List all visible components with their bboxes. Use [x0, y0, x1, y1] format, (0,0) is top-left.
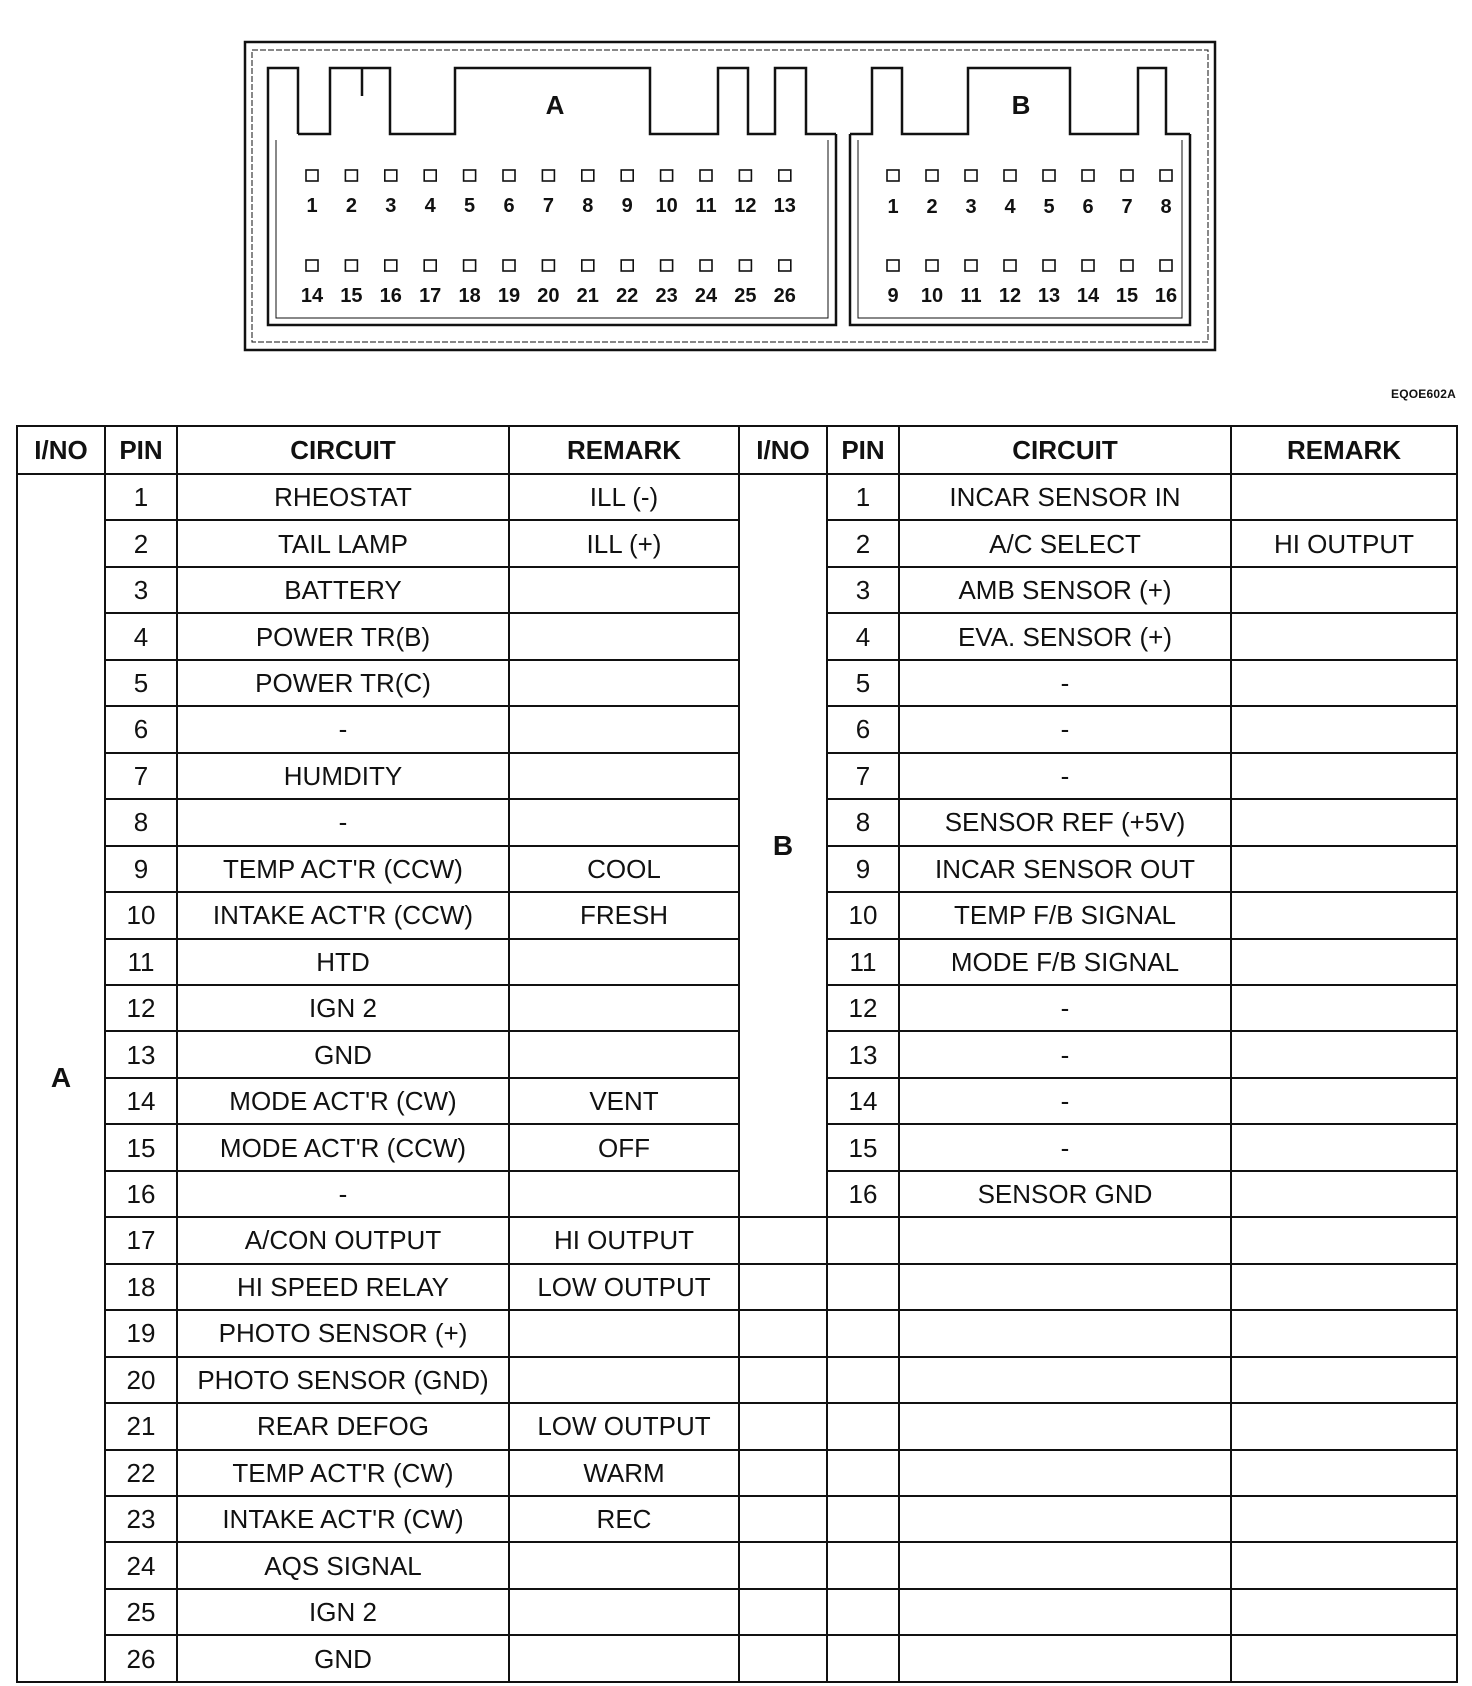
remark: FRESH: [509, 892, 739, 938]
pin-socket: [1082, 170, 1094, 181]
empty-cell: [827, 1403, 899, 1449]
connector-b-pin-number: 7: [1121, 196, 1133, 218]
pin-socket: [700, 170, 712, 181]
circuit-name: HTD: [177, 939, 509, 985]
pin-socket: [503, 260, 515, 271]
empty-cell: [1231, 1542, 1457, 1588]
circuit-name: AQS SIGNAL: [177, 1542, 509, 1588]
circuit-name: MODE ACT'R (CCW): [177, 1124, 509, 1170]
empty-cell: [1231, 1635, 1457, 1682]
pin-number: 3: [827, 567, 899, 613]
circuit-name: IGN 2: [177, 985, 509, 1031]
remark: [1231, 799, 1457, 845]
empty-cell: [899, 1635, 1231, 1682]
remark: [1231, 985, 1457, 1031]
table-row: [17, 613, 1457, 659]
remark: [1231, 613, 1457, 659]
table-row: [17, 1078, 1457, 1124]
circuit-name: TEMP F/B SIGNAL: [899, 892, 1231, 938]
connector-b-pin-number: 9: [887, 285, 899, 307]
pin-number: 14: [827, 1078, 899, 1124]
empty-cell: [739, 1357, 827, 1403]
pin-socket: [887, 260, 899, 271]
connector-b-pin-number: 12: [998, 285, 1022, 307]
connector-b-pin-number: 13: [1037, 285, 1061, 307]
remark: [1231, 753, 1457, 799]
pin-socket: [1004, 170, 1016, 181]
circuit-name: IGN 2: [177, 1589, 509, 1635]
connector-a-pin-number: 21: [576, 285, 599, 307]
pin-socket: [542, 170, 554, 181]
remark: [1231, 892, 1457, 938]
circuit-name: SENSOR REF (+5V): [899, 799, 1231, 845]
circuit-name: TEMP ACT'R (CCW): [177, 846, 509, 892]
table-row: [17, 660, 1457, 706]
connector-a-row1-pins: [306, 170, 796, 217]
connector-a-pin-number: 18: [458, 285, 481, 307]
remark: ILL (-): [509, 474, 739, 520]
table-row: [17, 799, 1457, 845]
pin-socket: [887, 170, 899, 181]
header-circuit: CIRCUIT: [177, 426, 509, 474]
empty-cell: [739, 1264, 827, 1310]
circuit-name: INTAKE ACT'R (CCW): [177, 892, 509, 938]
pin-number: 21: [105, 1403, 177, 1449]
table-row: [17, 706, 1457, 752]
group-b-label: B: [739, 474, 827, 1217]
connector-a-pin-number: 17: [419, 285, 442, 307]
pin-socket: [779, 170, 791, 181]
circuit-name: TAIL LAMP: [177, 520, 509, 566]
connector-a-pin-number: 4: [424, 195, 436, 217]
circuit-name: -: [899, 706, 1231, 752]
pin-socket: [661, 170, 673, 181]
connector-a-pin-number: 22: [616, 285, 639, 307]
remark: [1231, 939, 1457, 985]
table-row: [17, 520, 1457, 566]
header-ino: I/NO: [17, 426, 105, 474]
pin-number: 25: [105, 1589, 177, 1635]
remark: [1231, 1124, 1457, 1170]
pin-number: 11: [105, 939, 177, 985]
empty-cell: [1231, 1496, 1457, 1542]
circuit-name: -: [177, 706, 509, 752]
empty-cell: [827, 1217, 899, 1263]
circuit-name: PHOTO SENSOR (GND): [177, 1357, 509, 1403]
remark: [1231, 846, 1457, 892]
remark: [509, 1031, 739, 1077]
empty-cell: [899, 1542, 1231, 1588]
pin-socket: [1082, 260, 1094, 271]
connector-b-pin-number: 14: [1076, 285, 1100, 307]
pin-socket: [926, 260, 938, 271]
pin-socket: [345, 260, 357, 271]
pin-table: [16, 425, 1458, 1683]
pin-number: 5: [105, 660, 177, 706]
connector-b-pin-number: 10: [920, 285, 944, 307]
pin-number: 8: [105, 799, 177, 845]
empty-cell: [1231, 1450, 1457, 1496]
connector-a-pin-number: 1: [306, 195, 318, 217]
remark: [1231, 567, 1457, 613]
empty-cell: [739, 1310, 827, 1356]
remark: VENT: [509, 1078, 739, 1124]
empty-cell: [739, 1589, 827, 1635]
connector-a-pin-number: 12: [734, 195, 757, 217]
table-row: [17, 985, 1457, 1031]
pin-number: 13: [105, 1031, 177, 1077]
circuit-name: SENSOR GND: [899, 1171, 1231, 1217]
circuit-name: POWER TR(B): [177, 613, 509, 659]
empty-cell: [739, 1217, 827, 1263]
pin-number: 9: [105, 846, 177, 892]
empty-cell: [739, 1542, 827, 1588]
connector-a-pin-number: 25: [734, 285, 757, 307]
remark: [509, 1310, 739, 1356]
table-row: [17, 1264, 1457, 1310]
remark: LOW OUTPUT: [509, 1264, 739, 1310]
pin-number: 6: [827, 706, 899, 752]
table-row: [17, 892, 1457, 938]
remark: [509, 985, 739, 1031]
circuit-name: -: [177, 1171, 509, 1217]
table-row: [17, 1635, 1457, 1682]
remark: [509, 799, 739, 845]
pin-number: 8: [827, 799, 899, 845]
remark: [509, 1589, 739, 1635]
connector-b-row2-pins: [887, 260, 1177, 307]
table-row: [17, 1357, 1457, 1403]
empty-cell: [1231, 1357, 1457, 1403]
remark: [509, 567, 739, 613]
table-row: [17, 1031, 1457, 1077]
pin-number: 13: [827, 1031, 899, 1077]
pin-number: 10: [105, 892, 177, 938]
empty-cell: [1231, 1403, 1457, 1449]
circuit-name: HI SPEED RELAY: [177, 1264, 509, 1310]
pin-number: 18: [105, 1264, 177, 1310]
remark: [509, 1542, 739, 1588]
pin-number: 12: [105, 985, 177, 1031]
table-row: [17, 1450, 1457, 1496]
remark: HI OUTPUT: [509, 1217, 739, 1263]
pin-socket: [464, 170, 476, 181]
remark: [1231, 660, 1457, 706]
pin-socket: [926, 170, 938, 181]
connector-a-pin-number: 20: [537, 285, 560, 307]
connector-a-pin-number: 2: [345, 195, 357, 217]
pin-number: 19: [105, 1310, 177, 1356]
connector-a-pin-number: 8: [582, 195, 594, 217]
table-row: [17, 1124, 1457, 1170]
connector-a-pin-number: 13: [773, 195, 796, 217]
circuit-name: HUMDITY: [177, 753, 509, 799]
pin-number: 26: [105, 1635, 177, 1682]
circuit-name: -: [899, 1078, 1231, 1124]
pin-socket: [1043, 260, 1055, 271]
empty-cell: [1231, 1264, 1457, 1310]
pin-number: 2: [105, 520, 177, 566]
header-circuit: CIRCUIT: [899, 426, 1231, 474]
pin-socket: [1043, 170, 1055, 181]
pin-socket: [345, 170, 357, 181]
pin-number: 5: [827, 660, 899, 706]
pin-number: 15: [105, 1124, 177, 1170]
pin-socket: [1160, 170, 1172, 181]
circuit-name: TEMP ACT'R (CW): [177, 1450, 509, 1496]
pin-number: 4: [105, 613, 177, 659]
connector-a-row2-pins: [301, 260, 796, 307]
empty-cell: [827, 1357, 899, 1403]
circuit-name: -: [899, 1124, 1231, 1170]
circuit-name: -: [177, 799, 509, 845]
empty-cell: [739, 1496, 827, 1542]
circuit-name: GND: [177, 1031, 509, 1077]
connector-a-pin-number: 24: [694, 285, 718, 307]
pin-socket: [385, 260, 397, 271]
figure-code: EQOE602A: [1391, 387, 1456, 401]
empty-cell: [827, 1450, 899, 1496]
pin-socket: [542, 260, 554, 271]
pin-socket: [306, 260, 318, 271]
circuit-name: RHEOSTAT: [177, 474, 509, 520]
circuit-name: INCAR SENSOR IN: [899, 474, 1231, 520]
empty-cell: [827, 1589, 899, 1635]
remark: HI OUTPUT: [1231, 520, 1457, 566]
pin-number: 9: [827, 846, 899, 892]
pin-number: 2: [827, 520, 899, 566]
pin-number: 23: [105, 1496, 177, 1542]
pin-socket: [739, 170, 751, 181]
pin-socket: [503, 170, 515, 181]
connector-b-pin-number: 1: [887, 196, 899, 218]
table-row: [17, 1542, 1457, 1588]
pin-number: 10: [827, 892, 899, 938]
empty-cell: [899, 1589, 1231, 1635]
connector-a-pin-number: 19: [497, 285, 521, 307]
table-row: [17, 474, 1457, 520]
remark: WARM: [509, 1450, 739, 1496]
remark: [509, 939, 739, 985]
pin-number: 17: [105, 1217, 177, 1263]
pin-socket: [700, 260, 712, 271]
group-a-label: A: [17, 474, 105, 1682]
pin-number: 12: [827, 985, 899, 1031]
connector-a-pin-number: 11: [695, 195, 717, 217]
pin-socket: [306, 170, 318, 181]
table-row: [17, 1310, 1457, 1356]
pin-number: 1: [105, 474, 177, 520]
remark: [1231, 706, 1457, 752]
table-row: [17, 567, 1457, 613]
circuit-name: EVA. SENSOR (+): [899, 613, 1231, 659]
circuit-name: INCAR SENSOR OUT: [899, 846, 1231, 892]
connector-b-pin-number: 16: [1154, 285, 1178, 307]
header-pin: PIN: [827, 426, 899, 474]
header-remark: REMARK: [1231, 426, 1457, 474]
table-row: [17, 1589, 1457, 1635]
connector-b-pin-number: 8: [1160, 196, 1172, 218]
header-pin: PIN: [105, 426, 177, 474]
connector-b-pin-number: 4: [1004, 196, 1016, 218]
empty-cell: [899, 1496, 1231, 1542]
connector-b-pin-number: 2: [926, 196, 938, 218]
pin-number: 7: [827, 753, 899, 799]
pin-number: 20: [105, 1357, 177, 1403]
pin-number: 4: [827, 613, 899, 659]
connector-diagram: [0, 0, 1472, 360]
circuit-name: AMB SENSOR (+): [899, 567, 1231, 613]
empty-cell: [739, 1450, 827, 1496]
connector-b-pin-number: 3: [965, 196, 977, 218]
pin-socket: [965, 170, 977, 181]
pin-socket: [965, 260, 977, 271]
empty-cell: [899, 1450, 1231, 1496]
empty-cell: [827, 1542, 899, 1588]
pin-socket: [424, 170, 436, 181]
empty-cell: [1231, 1217, 1457, 1263]
table-row: [17, 1217, 1457, 1263]
pin-socket: [739, 260, 751, 271]
connector-a-pin-number: 5: [464, 195, 476, 217]
pin-socket: [582, 170, 594, 181]
remark: OFF: [509, 1124, 739, 1170]
empty-cell: [739, 1403, 827, 1449]
pin-number: 15: [827, 1124, 899, 1170]
empty-cell: [827, 1264, 899, 1310]
connector-a-pin-number: 10: [655, 195, 678, 217]
pin-number: 24: [105, 1542, 177, 1588]
pin-number: 7: [105, 753, 177, 799]
pin-number: 14: [105, 1078, 177, 1124]
table-row: [17, 939, 1457, 985]
circuit-name: PHOTO SENSOR (+): [177, 1310, 509, 1356]
pin-socket: [1121, 170, 1133, 181]
empty-cell: [1231, 1310, 1457, 1356]
pin-number: 6: [105, 706, 177, 752]
pin-socket: [385, 170, 397, 181]
pin-number: 22: [105, 1450, 177, 1496]
table-row: [17, 1171, 1457, 1217]
header-ino: I/NO: [739, 426, 827, 474]
circuit-name: MODE F/B SIGNAL: [899, 939, 1231, 985]
table-row: [17, 1403, 1457, 1449]
remark: [1231, 1078, 1457, 1124]
empty-cell: [827, 1635, 899, 1682]
remark: [509, 753, 739, 799]
pin-socket: [779, 260, 791, 271]
pin-socket: [1121, 260, 1133, 271]
remark: [1231, 1171, 1457, 1217]
circuit-name: -: [899, 753, 1231, 799]
empty-cell: [827, 1496, 899, 1542]
remark: [1231, 1031, 1457, 1077]
table-header-row: [17, 426, 1457, 474]
remark: LOW OUTPUT: [509, 1403, 739, 1449]
pin-number: 11: [827, 939, 899, 985]
connector-a-pin-number: 9: [621, 195, 633, 217]
connector-a-pin-number: 15: [340, 285, 363, 307]
empty-cell: [899, 1217, 1231, 1263]
pin-socket: [464, 260, 476, 271]
connector-a-pin-number: 26: [773, 285, 796, 307]
circuit-name: A/C SELECT: [899, 520, 1231, 566]
connector-a-pin-number: 3: [385, 195, 397, 217]
circuit-name: POWER TR(C): [177, 660, 509, 706]
circuit-name: GND: [177, 1635, 509, 1682]
circuit-name: MODE ACT'R (CW): [177, 1078, 509, 1124]
connector-a-pin-number: 14: [300, 285, 324, 307]
empty-cell: [899, 1264, 1231, 1310]
empty-cell: [827, 1310, 899, 1356]
circuit-name: REAR DEFOG: [177, 1403, 509, 1449]
connector-a-label: A: [545, 90, 565, 120]
pin-socket: [1160, 260, 1172, 271]
circuit-name: INTAKE ACT'R (CW): [177, 1496, 509, 1542]
circuit-name: -: [899, 660, 1231, 706]
connector-a-pin-number: 16: [379, 285, 402, 307]
remark: REC: [509, 1496, 739, 1542]
circuit-name: -: [899, 985, 1231, 1031]
connector-b-row1-pins: [887, 170, 1172, 218]
circuit-name: BATTERY: [177, 567, 509, 613]
table-row: [17, 1496, 1457, 1542]
table-row: [17, 846, 1457, 892]
connector-a-pin-number: 23: [655, 285, 678, 307]
remark: [509, 1635, 739, 1682]
empty-cell: [899, 1310, 1231, 1356]
remark: [509, 613, 739, 659]
remark: [509, 660, 739, 706]
connector-b-pin-number: 11: [960, 285, 982, 307]
pin-number: 16: [105, 1171, 177, 1217]
empty-cell: [899, 1403, 1231, 1449]
remark: [509, 1171, 739, 1217]
empty-cell: [739, 1635, 827, 1682]
connector-b-label: B: [1011, 90, 1031, 120]
connector-b-pin-number: 15: [1115, 285, 1139, 307]
pin-number: 3: [105, 567, 177, 613]
connector-b-pin-number: 5: [1043, 196, 1055, 218]
header-remark: REMARK: [509, 426, 739, 474]
pin-socket: [661, 260, 673, 271]
connector-a-pin-number: 7: [542, 195, 554, 217]
remark: COOL: [509, 846, 739, 892]
remark: [509, 1357, 739, 1403]
circuit-name: -: [899, 1031, 1231, 1077]
pin-socket: [621, 260, 633, 271]
pin-socket: [1004, 260, 1016, 271]
connector-b-pin-number: 6: [1082, 196, 1094, 218]
pin-socket: [621, 170, 633, 181]
pin-socket: [582, 260, 594, 271]
pin-number: 16: [827, 1171, 899, 1217]
table-row: [17, 753, 1457, 799]
circuit-name: A/CON OUTPUT: [177, 1217, 509, 1263]
pin-socket: [424, 260, 436, 271]
empty-cell: [899, 1357, 1231, 1403]
remark: [509, 706, 739, 752]
empty-cell: [1231, 1589, 1457, 1635]
remark: [1231, 474, 1457, 520]
pin-number: 1: [827, 474, 899, 520]
connector-a-pin-number: 6: [503, 195, 515, 217]
remark: ILL (+): [509, 520, 739, 566]
